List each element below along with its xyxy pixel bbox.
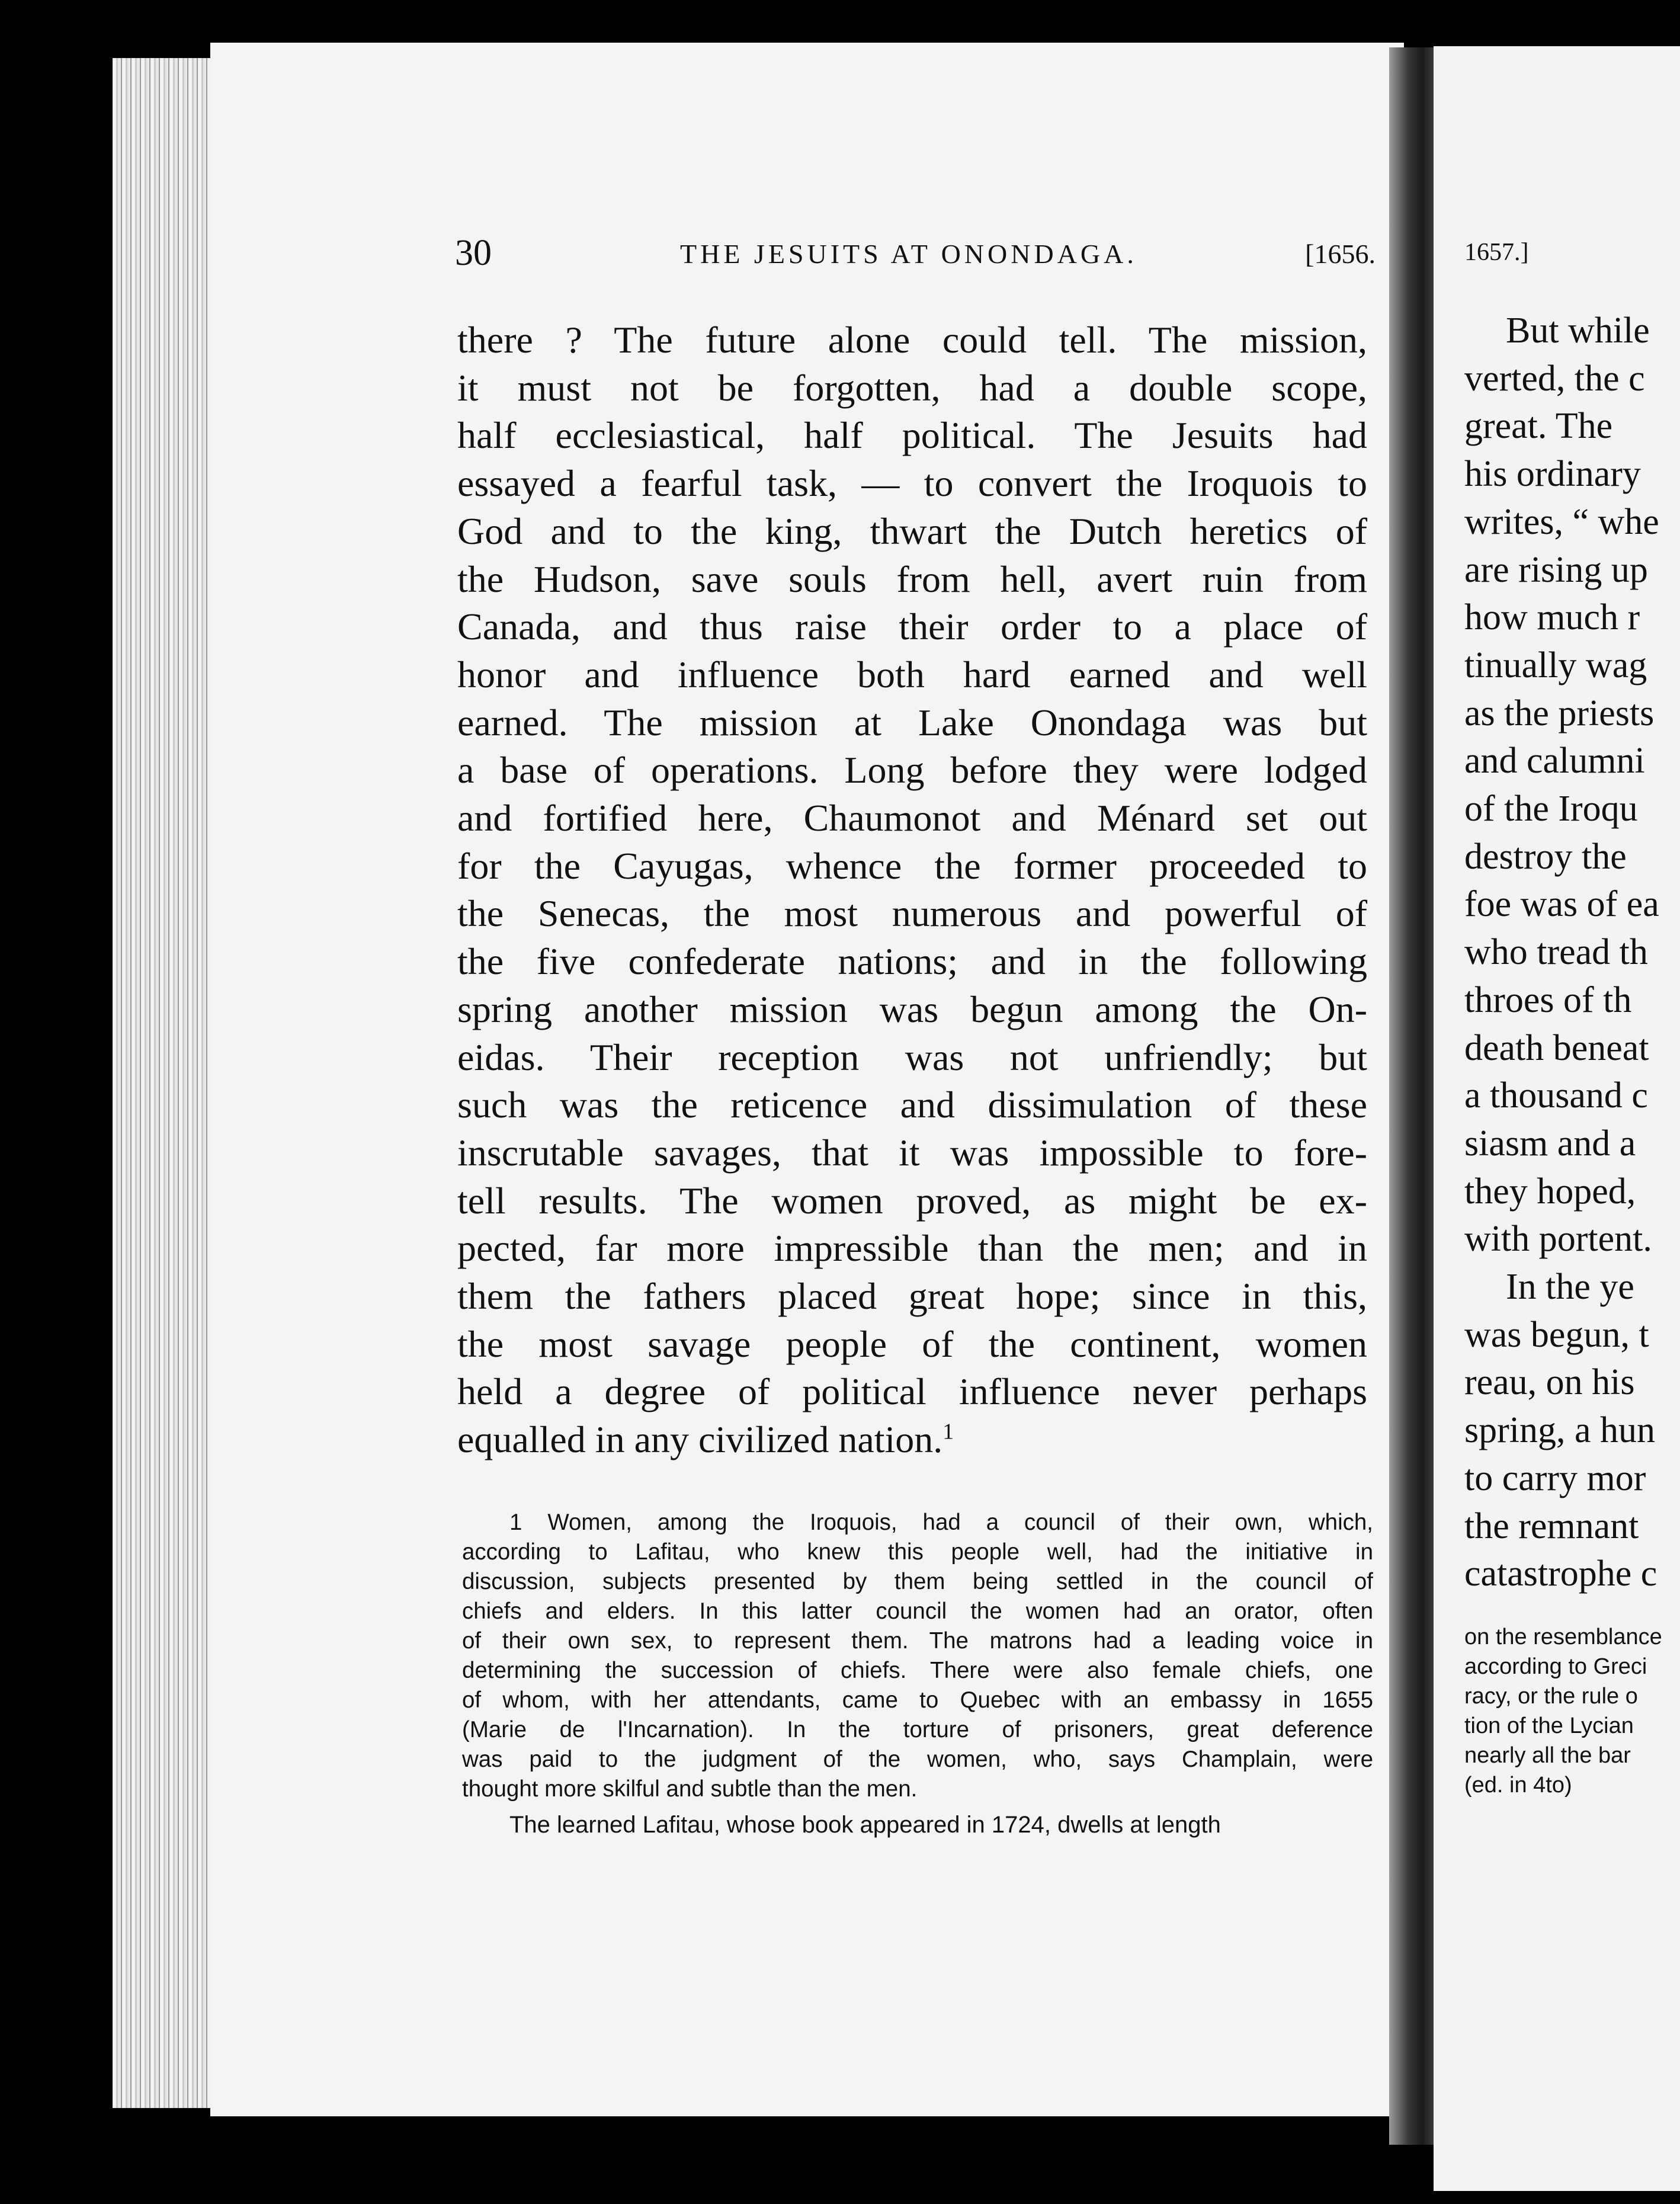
right-body-line: are rising up [1464, 549, 1648, 590]
body-line: for the Cayugas, whence the former proceeded to [457, 844, 1367, 887]
right-body-line: with portent. [1464, 1219, 1652, 1260]
body-line: God and to the king, thwart the Dutch heretics of [457, 510, 1367, 552]
body-line: inscrutable savages, that it was impossible to fore- [457, 1131, 1367, 1174]
footnote-line: according to Lafitau, who knew this people well, had the initiative in [462, 1539, 1373, 1565]
body-last-line [457, 1416, 1367, 1464]
right-body-line: how much r [1464, 597, 1640, 638]
right-body-line: reau, on his [1464, 1362, 1635, 1403]
body-line: pected, far more impressible than the men; and in [457, 1227, 1367, 1270]
page-edges [113, 58, 213, 2108]
right-body-line: as the priests [1464, 693, 1655, 733]
body-line: the five confederate nations; and in the following [457, 940, 1367, 983]
right-body-line: spring, a hun [1464, 1410, 1656, 1451]
footnote-line: 1 Women, among the Iroquois, had a council of their own, which, [509, 1510, 1373, 1535]
body-line: earned. The mission at Lake Onondaga was but [457, 701, 1367, 744]
right-body-line: destroy the [1464, 836, 1627, 877]
body-line: such was the reticence and dissimulation of these [457, 1084, 1367, 1126]
right-body-line: great. The [1464, 406, 1613, 447]
footnote-line: was paid to the judgment of the women, who, says Champlain, were [462, 1747, 1373, 1772]
right-footnote-line: racy, or the rule o [1464, 1684, 1638, 1709]
right-running-head: 1657.] [1464, 239, 1529, 266]
body-line: a base of operations. Long before they were lodged [457, 749, 1367, 792]
right-footnote-line: tion of the Lycian [1464, 1713, 1634, 1738]
right-body-line: verted, the c [1464, 358, 1645, 399]
footnote-line: discussion, subjects presented by them being settled in the council of [462, 1569, 1373, 1594]
right-body-text [1464, 307, 1659, 1598]
body-line: the Hudson, save souls from hell, avert ruin from [457, 558, 1367, 600]
footnote-line: determining the succession of chiefs. There were also female chiefs, one [462, 1658, 1373, 1683]
body-line: and fortified here, Chaumonot and Ménard set out [457, 797, 1367, 840]
right-body-line: death beneat [1464, 1027, 1649, 1068]
right-body-line: foe was of ea [1464, 884, 1659, 925]
page-number: 30 [455, 233, 492, 273]
right-body-line: writes, “ whe [1464, 501, 1659, 542]
body-line: essayed a fearful task, — to convert the Iroquois to [457, 462, 1367, 505]
footnote-line: (Marie de l'Incarnation). In the torture of prisoners, great deference [462, 1717, 1373, 1742]
running-title: THE JESUITS AT ONONDAGA. [680, 239, 1137, 269]
right-footnote-line: (ed. in 4to) [1464, 1773, 1572, 1798]
footnote-line: chiefs and elders. In this latter council the women had an orator, often [462, 1598, 1373, 1624]
body-line: held a degree of political influence never perhaps [457, 1370, 1367, 1413]
body-line: Canada, and thus raise their order to a place of [457, 606, 1367, 648]
right-footnote-line: nearly all the bar [1464, 1743, 1631, 1768]
right-body-line: But while [1506, 310, 1650, 351]
footnote-marker: 1 [942, 1419, 954, 1444]
right-body-line: siasm and a [1464, 1123, 1636, 1164]
body-line: honor and influence both hard earned and well [457, 653, 1367, 696]
body-line: them the fathers placed great hope; since in this, [457, 1275, 1367, 1318]
book-gutter [1389, 47, 1437, 2145]
body-last-line-text: equalled in any civilized nation. [457, 1418, 943, 1461]
body-line: there ? The future alone could tell. The mission, [457, 319, 1367, 361]
right-footnote-line: on the resemblance [1464, 1625, 1662, 1649]
right-page [1434, 46, 1680, 2191]
right-footnotes [1464, 1622, 1662, 1800]
right-body-line: a thousand c [1464, 1075, 1648, 1116]
right-body-line: to carry mor [1464, 1457, 1646, 1498]
right-body-line: of the Iroqu [1464, 789, 1638, 829]
right-body-line: throes of th [1464, 979, 1632, 1020]
body-text [457, 316, 1367, 1464]
right-body-line: and calumni [1464, 741, 1645, 781]
body-line: tell results. The women proved, as might be ex- [457, 1179, 1367, 1222]
body-line: it must not be forgotten, had a double scope, [457, 366, 1367, 409]
right-footnote-line: according to Greci [1464, 1654, 1647, 1679]
footnote-line: of their own sex, to represent them. The matrons had a leading voice in [462, 1628, 1373, 1654]
body-line: the Senecas, the most numerous and powerful of [457, 892, 1367, 935]
right-body-line: the remnant [1464, 1505, 1639, 1546]
right-body-line: was begun, t [1464, 1314, 1649, 1355]
body-line: half ecclesiastical, half political. The Jesuits had [457, 414, 1367, 457]
right-body-line: catastrophe c [1464, 1553, 1657, 1594]
footnote-continuation: The learned Lafitau, whose book appeared in 1724, dwells at length [509, 1812, 1221, 1838]
right-body-line: who tread th [1464, 932, 1648, 973]
footnotes [462, 1508, 1373, 1840]
footnote-last-line: thought more skilful and subtle than the men. [462, 1776, 918, 1802]
running-head [455, 232, 1376, 274]
body-line: the most savage people of the continent, women [457, 1322, 1367, 1365]
running-year: [1656. [1305, 239, 1376, 269]
footnote-line: of whom, with her attendants, came to Quebec with an embassy in 1655 [462, 1687, 1373, 1713]
right-body-line: In the ye [1506, 1267, 1634, 1308]
body-line: spring another mission was begun among the On- [457, 988, 1367, 1030]
right-body-line: tinually wag [1464, 645, 1647, 685]
body-line: eidas. Their reception was not unfriendly; but [457, 1036, 1367, 1078]
right-body-line: his ordinary [1464, 454, 1641, 495]
right-body-line: they hoped, [1464, 1171, 1636, 1212]
